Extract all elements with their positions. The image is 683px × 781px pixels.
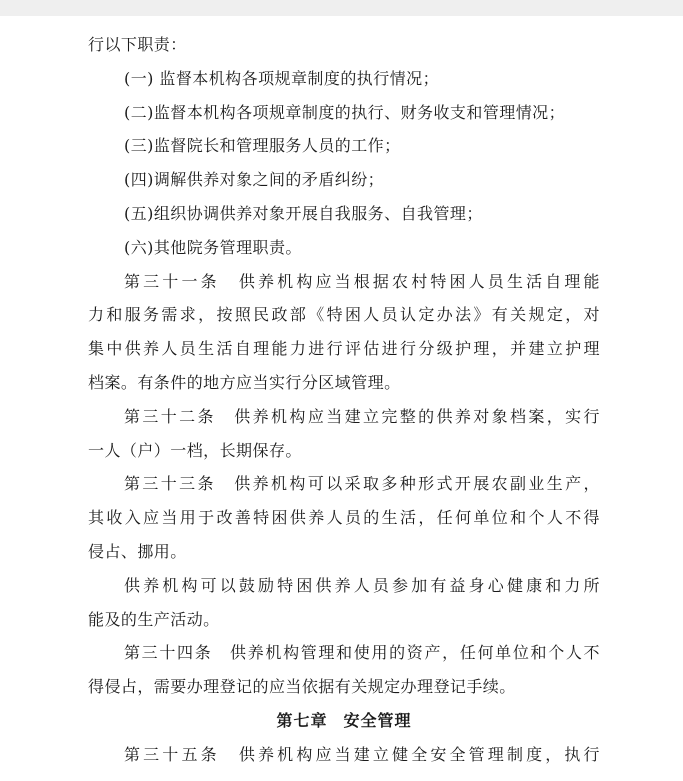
chapter-number: 第七章 [276,710,328,730]
duty-item-1: (一) 监督本机构各项规章制度的执行情况； [124,68,440,88]
article-35-line: 第三十五条 供养机构应当建立健全安全管理制度，执行 [124,744,600,764]
article-34-line: 第三十四条 供养机构管理和使用的资产，任何单位和个人不 [124,643,600,663]
duty-item-3: (三)监督院长和管理服务人员的工作； [124,136,401,156]
article-31-line: 第三十一条 供养机构应当根据农村特困人员生活自理能 [124,271,600,291]
article-32-line: 第三十二条 供养机构应当建立完整的供养对象档案，实行 [124,406,600,426]
duty-item-6: (六)其他院务管理职责。 [124,237,302,257]
chapter-title: 安全管理 [343,710,412,730]
duty-item-5: (五)组织协调供养对象开展自我服务、自我管理； [124,203,483,223]
duty-item-2: (二)监督本机构各项规章制度的执行、财务收支和管理情况； [124,102,566,122]
article-31-line: 集中供养人员生活自理能力进行评估进行分级护理，并建立护理 [88,339,600,359]
chapter-heading [88,704,600,738]
article-33-line: 第三十三条 供养机构可以采取多种形式开展农副业生产， [124,474,600,494]
article-31-line: 档案。有条件的地方应当实行分区域管理。 [88,372,401,392]
article-32-line: 一人（户）一档，长期保存。 [88,440,302,460]
article-33-line: 其收入应当用于改善特困供养人员的生活，任何单位和个人不得 [88,508,600,528]
article-33-line: 侵占、挪用。 [88,541,187,561]
article-34-line: 得侵占，需要办理登记的应当依据有关规定办理登记手续。 [88,677,516,697]
paragraph-line: 能及的生产活动。 [88,609,220,629]
text-line: 行以下职责： [88,35,187,54]
top-strip [0,0,683,16]
duty-item-4: (四)调解供养对象之间的矛盾纠纷； [124,170,385,190]
paragraph-line: 供养机构可以鼓励特困供养人员参加有益身心健康和力所 [124,575,600,595]
document-page [88,28,600,772]
article-31-line: 力和服务需求，按照民政部《特困人员认定办法》有关规定，对 [88,305,600,325]
